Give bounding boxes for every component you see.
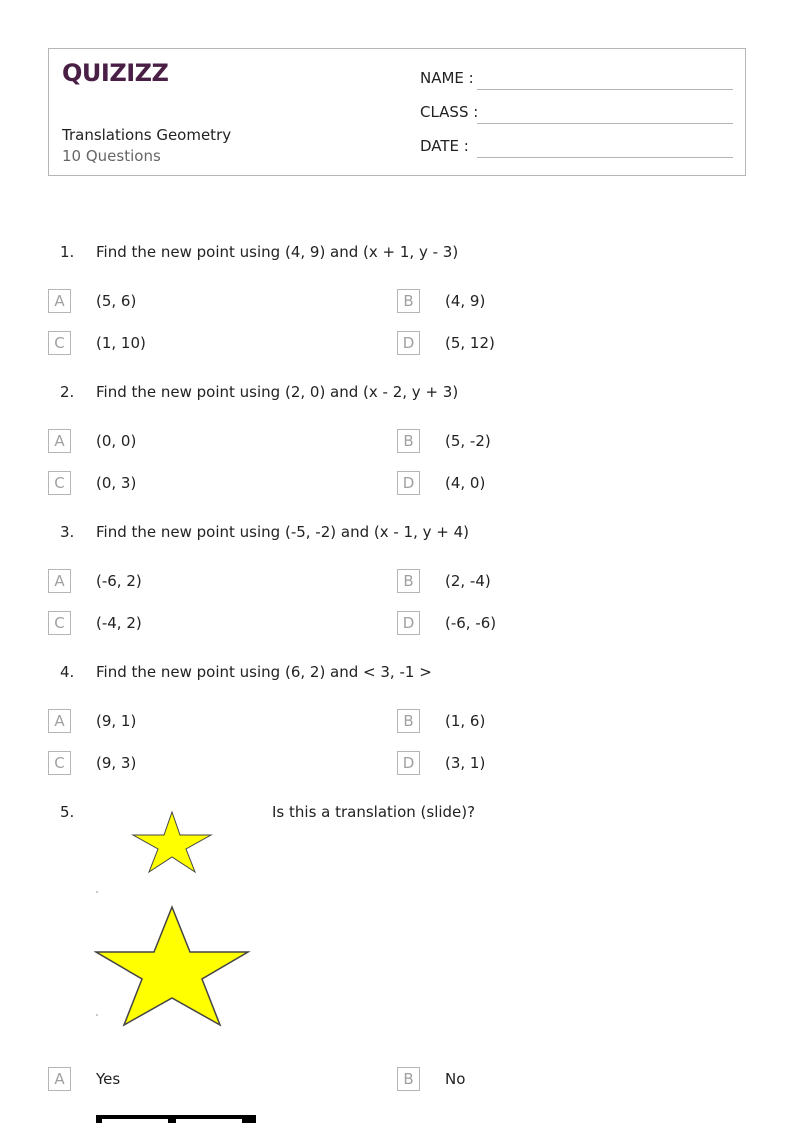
option-text: (-4, 2) (96, 614, 142, 632)
option-letter-box[interactable]: C (48, 611, 71, 635)
question-number: 5. (60, 803, 75, 821)
option-text: (5, 6) (96, 292, 137, 310)
option-text: (0, 3) (96, 474, 137, 492)
option-text: (1, 10) (96, 334, 146, 352)
option-letter-box[interactable]: C (48, 751, 71, 775)
date-field[interactable] (477, 157, 733, 158)
question-text: Find the new point using (-5, -2) and (x - 1, y + 4) (96, 523, 470, 541)
option-text: (9, 1) (96, 712, 137, 730)
question-text: Find the new point using (6, 2) and < 3, -1 > (96, 663, 432, 681)
class-label: CLASS : (420, 103, 479, 121)
option-letter-box[interactable]: A (48, 1067, 71, 1091)
worksheet-title: Translations Geometry (62, 126, 232, 144)
large-star-icon (96, 907, 248, 1025)
option-text: (1, 6) (445, 712, 486, 730)
option-text: (4, 0) (445, 474, 486, 492)
option-text: No (445, 1070, 466, 1088)
option-text: (3, 1) (445, 754, 486, 772)
option-text: (-6, 2) (96, 572, 142, 590)
option-letter-box[interactable]: D (397, 471, 420, 495)
option-letter-box[interactable]: A (48, 429, 71, 453)
option-letter-box[interactable]: B (397, 709, 420, 733)
small-star-icon (133, 812, 211, 872)
class-field[interactable] (477, 123, 733, 124)
question-number: 4. (60, 663, 75, 681)
option-letter-box[interactable]: D (397, 751, 420, 775)
question-count: 10 Questions (62, 147, 161, 165)
option-letter-box[interactable]: B (397, 1067, 420, 1091)
worksheet-header (48, 48, 746, 176)
question-image (94, 805, 254, 1030)
option-letter-box[interactable]: B (397, 429, 420, 453)
question-text: Is this a translation (slide)? (272, 803, 476, 821)
question-text: Find the new point using (2, 0) and (x - 2, y + 3) (96, 383, 459, 401)
question-number: 1. (60, 243, 75, 261)
question-6-image (96, 1115, 256, 1123)
option-letter-box[interactable]: C (48, 331, 71, 355)
option-text: (0, 0) (96, 432, 137, 450)
option-letter-box[interactable]: D (397, 611, 420, 635)
option-letter-box[interactable]: D (397, 331, 420, 355)
question-text: Find the new point using (4, 9) and (x + 1, y - 3) (96, 243, 459, 261)
option-text: Yes (96, 1070, 121, 1088)
option-letter-box[interactable]: A (48, 709, 71, 733)
option-letter-box[interactable]: B (397, 569, 420, 593)
option-letter-box[interactable]: C (48, 471, 71, 495)
name-field[interactable] (477, 89, 733, 90)
option-text: (9, 3) (96, 754, 137, 772)
option-text: (2, -4) (445, 572, 491, 590)
option-text: (5, -2) (445, 432, 491, 450)
question-number: 2. (60, 383, 75, 401)
name-label: NAME : (420, 69, 474, 87)
option-letter-box[interactable]: B (397, 289, 420, 313)
date-label: DATE : (420, 137, 469, 155)
option-letter-box[interactable]: A (48, 569, 71, 593)
option-letter-box[interactable]: A (48, 289, 71, 313)
option-text: (4, 9) (445, 292, 486, 310)
option-text: (-6, -6) (445, 614, 497, 632)
quizizz-logo: QUIZIZZ (62, 59, 169, 87)
option-text: (5, 12) (445, 334, 495, 352)
question-number: 3. (60, 523, 75, 541)
